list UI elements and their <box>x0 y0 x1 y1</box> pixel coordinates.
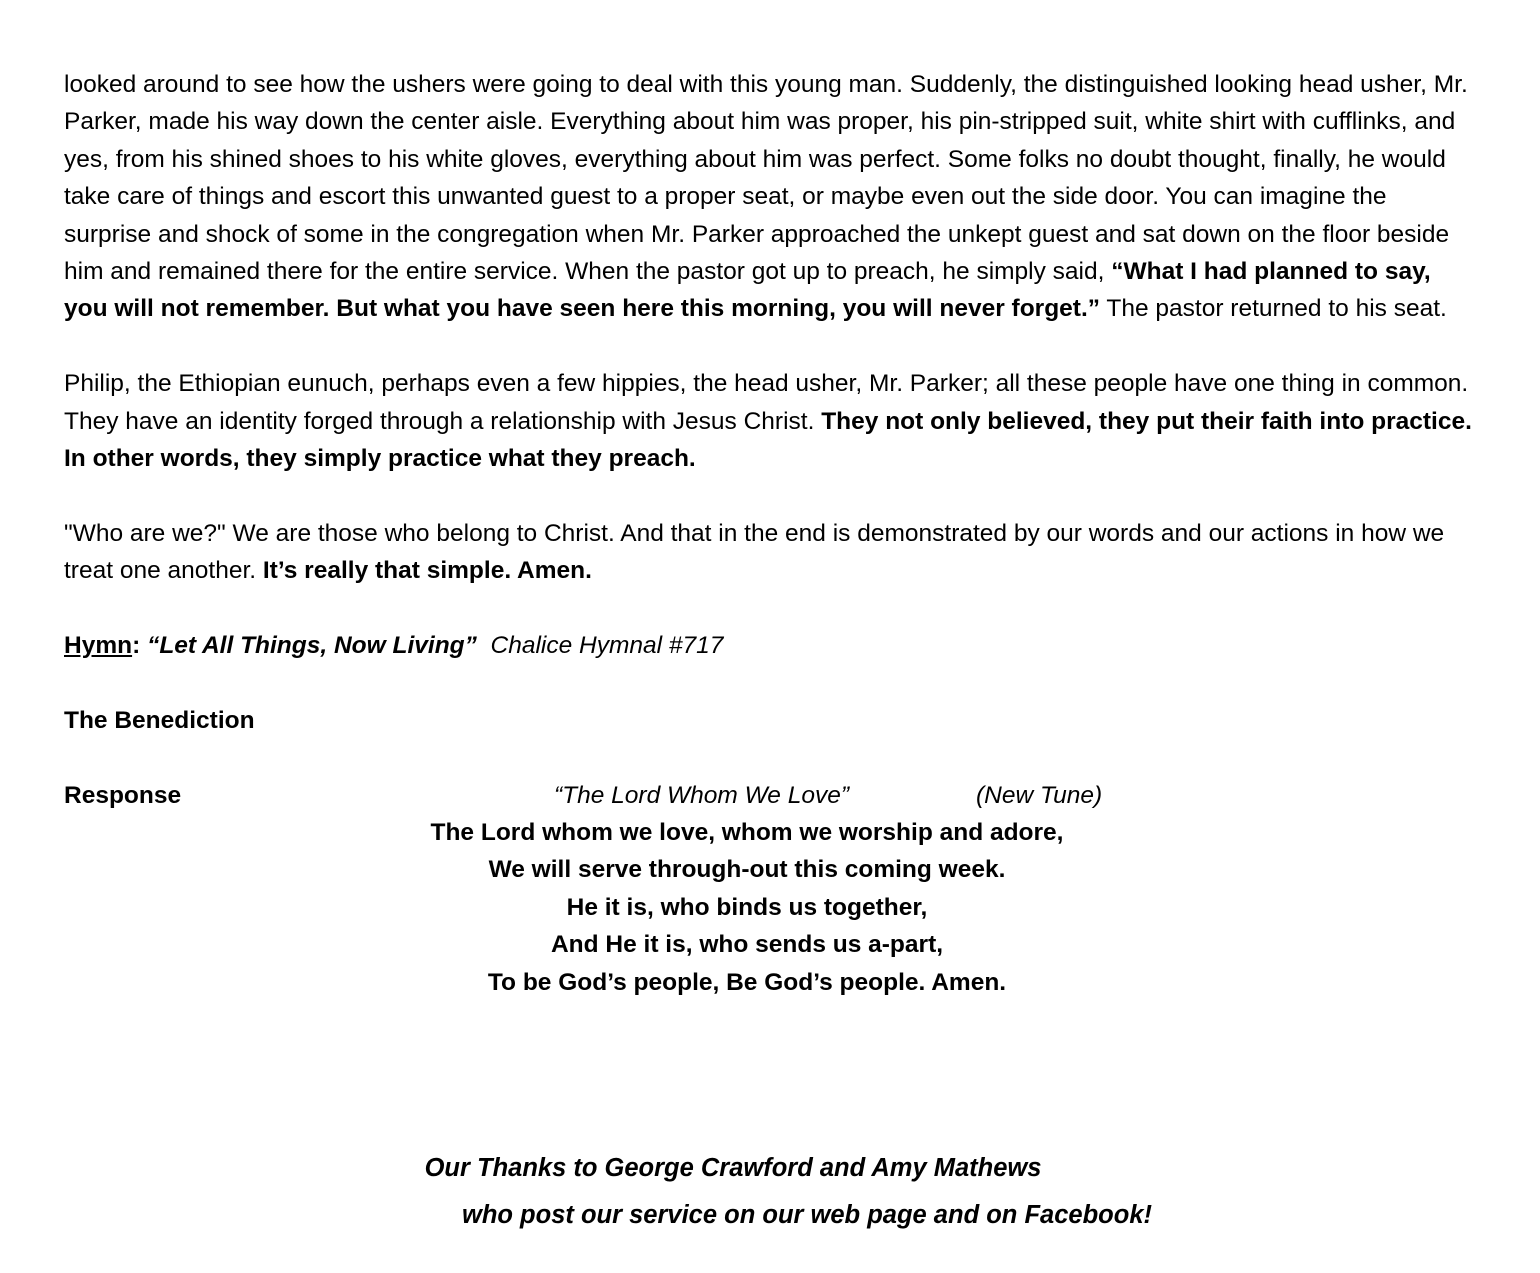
hymn-line: Hymn: “Let All Things, Now Living” Chalice Hymnal #717 <box>64 632 724 660</box>
sermon-paragraph-3: "Who are we?" We are those who belong to Christ. And that in the end is demonstrated by our words and our actions in how we treat one another. It’s really that simple. Amen. <box>64 519 1445 585</box>
hymn-title: “Let All Things, Now Living” <box>147 632 477 660</box>
sermon-paragraph-1: looked around to see how the ushers were going to deal with this young man. Suddenly, the distinguished looking head usher, Mr. Parker, made his way down the center aisle. Everything about him was proper, his pin-stripped suit, white shirt with cufflinks, and yes, from his shined shoes to his white gloves, everything about him was perfect. Some folks no doubt thought, finally, he would take care of things and escort this unwanted guest to a proper seat, or maybe even out the side door. You can imagine the surprise and shock of some in the congregation when Mr. Parker approached the unkept guest and sat down on the floor beside him and remained there for the entire service. When the pastor got up to preach, he simply said, “What I had planned to say, you will not remember. But what you have seen here this morning, you will never forget.” The pastor returned to his seat. <box>64 71 1468 323</box>
lyric-line: The Lord whom we love, whom we worship and adore, <box>430 819 1064 847</box>
closing-emphasis: It’s really that simple. Amen. <box>262 557 592 585</box>
emphasis-text: They not only believed, they put their faith into practice. In other words, they simply practice what they preach. <box>64 407 1472 473</box>
hymn-label: Hymn <box>64 632 133 660</box>
thanks-line-1: Our Thanks to George Crawford and Amy Mathews <box>424 1154 1042 1182</box>
response-title: “The Lord Whom We Love” <box>554 781 850 809</box>
sermon-paragraph-2: Philip, the Ethiopian eunuch, perhaps even a few hippies, the head usher, Mr. Parker; all these people have one thing in common. They have an identity forged through a relationship with Jesus Christ. They not only believed, they put their faith into practice. In other words, they simply practice what they preach. <box>64 370 1472 473</box>
lyric-line: He it is, who binds us together, <box>566 893 928 921</box>
thanks-line-2: who post our service on our web page and on Facebook! <box>461 1201 1152 1229</box>
hymn-source: Chalice Hymnal #717 <box>490 632 724 660</box>
benediction-heading: The Benediction <box>64 706 255 734</box>
response-label: Response <box>64 781 182 809</box>
lyric-line: We will serve through-out this coming week. <box>488 856 1006 884</box>
lyric-line: To be God’s people, Be God’s people. Amen. <box>487 968 1007 996</box>
response-lyrics <box>64 814 1450 1001</box>
lyric-line: And He it is, who sends us a-part, <box>550 931 944 959</box>
pastor-quote: “What I had planned to say, you will not remember. But what you have seen here this morning, you will never forget.” <box>64 258 1431 323</box>
response-header <box>64 777 1480 814</box>
response-tune: (New Tune) <box>976 781 1103 809</box>
